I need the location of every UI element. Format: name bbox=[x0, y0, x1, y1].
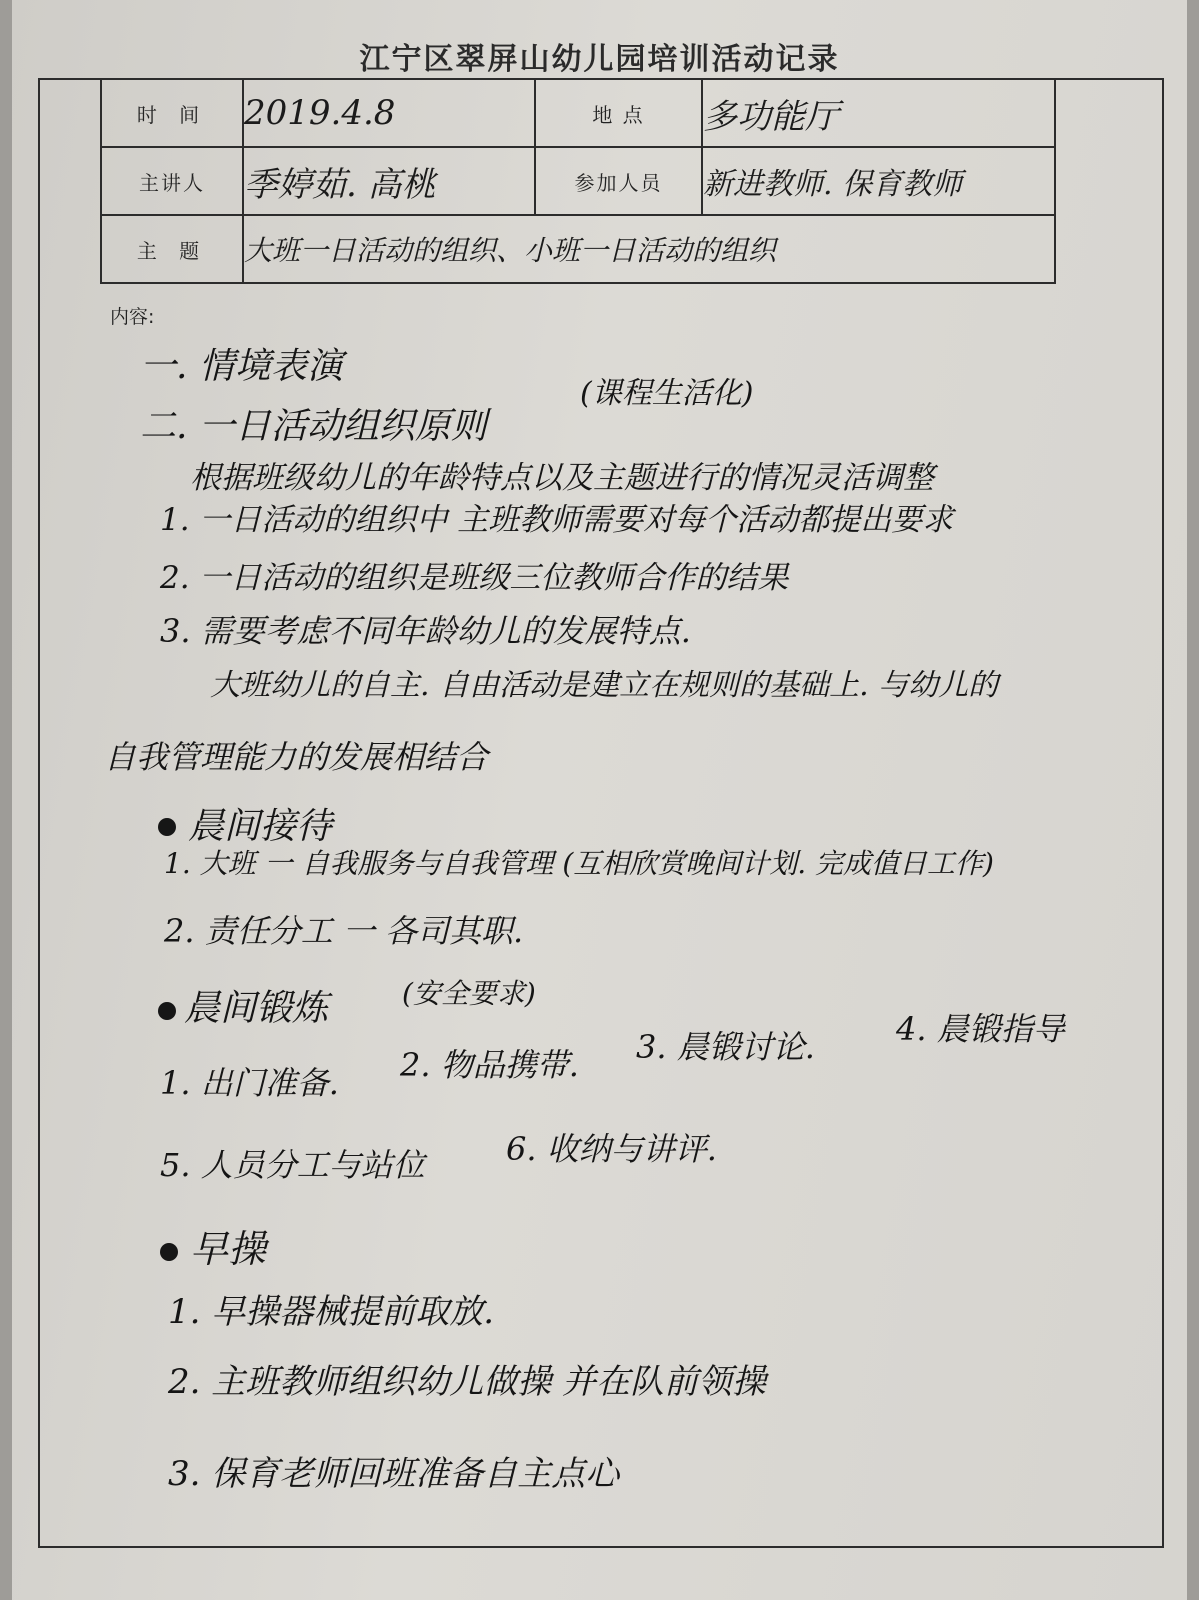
handwritten-line: (课程生活化) bbox=[580, 376, 754, 411]
content-label: 内容: bbox=[110, 306, 155, 328]
header-row-speaker bbox=[101, 147, 1055, 215]
speaker-value: 季婷茹. 高桃 bbox=[243, 147, 535, 215]
topic-value: 大班一日活动的组织、小班一日活动的组织 bbox=[243, 215, 1055, 283]
header-row-topic bbox=[101, 215, 1055, 283]
place-label: 地 点 bbox=[535, 79, 702, 147]
handwritten-line: 1. 出门准备. bbox=[160, 1064, 339, 1102]
document-title: 江宁区翠屏山幼儿园培训活动记录 bbox=[359, 42, 840, 77]
handwritten-line: 6. 收纳与讲评. bbox=[506, 1130, 717, 1168]
handwritten-line: 一. 情境表演 bbox=[140, 346, 343, 387]
section-heading: 晨间接待 bbox=[188, 806, 333, 847]
handwritten-line: 2. 责任分工 一 各司其职. bbox=[164, 912, 524, 950]
section-heading: 早操 bbox=[190, 1227, 267, 1271]
handwritten-line: 2. 物品携带. bbox=[400, 1046, 579, 1084]
handwritten-line: 3. 需要考虑不同年龄幼儿的发展特点. bbox=[160, 612, 691, 650]
handwritten-line: 1. 早操器械提前取放. bbox=[168, 1292, 495, 1332]
header-row-time bbox=[101, 79, 1055, 147]
time-value: 2019.4.8 bbox=[243, 79, 535, 147]
handwritten-line: 5. 人员分工与站位 bbox=[160, 1146, 425, 1184]
handwritten-line: 2. 一日活动的组织是班级三位教师合作的结果 bbox=[160, 560, 789, 596]
participants-value: 新进教师. 保育教师 bbox=[702, 147, 1055, 215]
place-value: 多功能厅 bbox=[702, 79, 1055, 147]
participants-label: 参加人员 bbox=[535, 147, 702, 215]
handwritten-line: 4. 晨锻指导 bbox=[896, 1010, 1065, 1048]
speaker-label: 主讲人 bbox=[101, 147, 243, 215]
handwritten-line: 3. 保育老师回班准备自主点心 bbox=[168, 1454, 620, 1494]
handwritten-line: 2. 主班教师组织幼儿做操 并在队前领操 bbox=[168, 1362, 767, 1402]
handwritten-line: 二. 一日活动组织原则 bbox=[140, 406, 487, 447]
bullet-dot bbox=[158, 818, 176, 836]
bullet-dot bbox=[160, 1243, 178, 1261]
header-table bbox=[100, 78, 1056, 284]
handwritten-line: 根据班级幼儿的年龄特点以及主题进行的情况灵活调整 bbox=[190, 460, 934, 496]
bullet-dot bbox=[158, 1002, 176, 1020]
section-heading: 晨间锻炼 bbox=[184, 988, 329, 1029]
time-label: 时 间 bbox=[101, 79, 243, 147]
handwritten-line: (安全要求) bbox=[402, 977, 536, 1010]
handwritten-line: 自我管理能力的发展相结合 bbox=[104, 738, 489, 776]
handwritten-line: 1. 大班 一 自我服务与自我管理 (互相欣赏晚间计划. 完成值日工作) bbox=[164, 847, 994, 880]
handwritten-line: 3. 晨锻讨论. bbox=[636, 1028, 815, 1066]
topic-label: 主 题 bbox=[101, 215, 243, 283]
handwritten-line: 1. 一日活动的组织中 主班教师需要对每个活动都提出要求 bbox=[160, 502, 954, 538]
handwritten-line: 大班幼儿的自主. 自由活动是建立在规则的基础上. 与幼儿的 bbox=[210, 668, 999, 703]
